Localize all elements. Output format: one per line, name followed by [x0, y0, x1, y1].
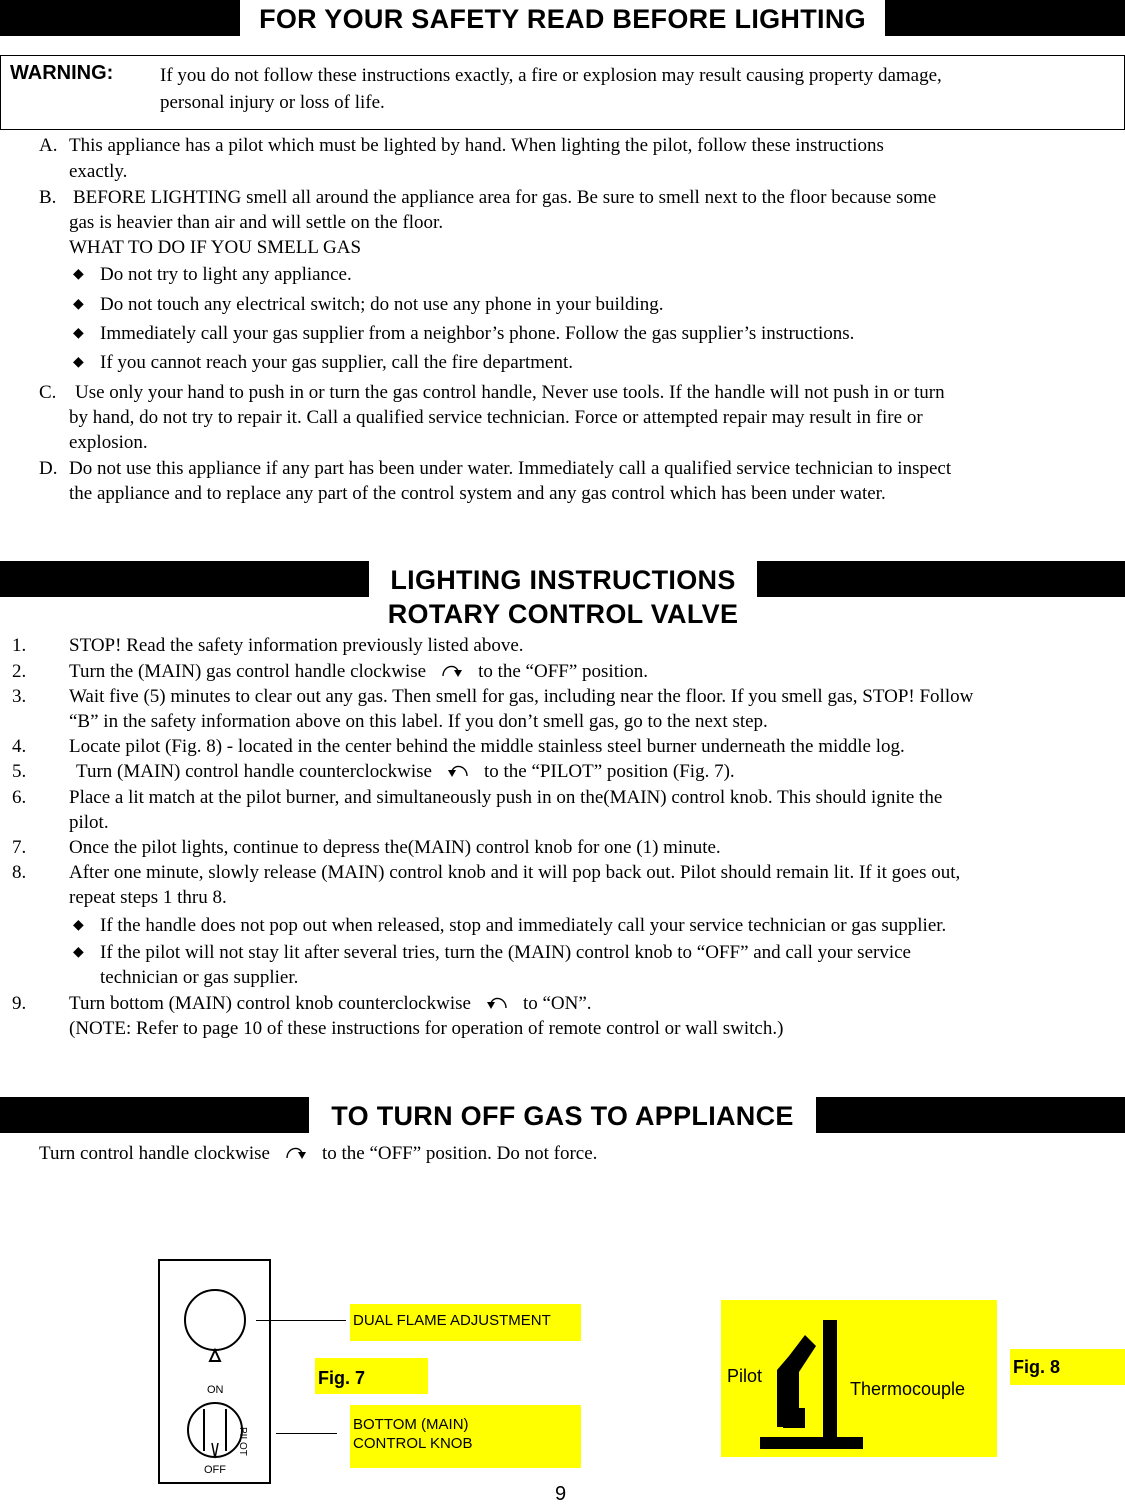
step-9-text-a: Turn bottom (MAIN) control knob counterclockwise [69, 993, 471, 1014]
counterclockwise-arrow-icon [446, 761, 470, 779]
step-number-9: 9. [12, 993, 27, 1014]
diamond-bullet-icon: ◆ [73, 267, 84, 282]
pilot-text: Pilot [727, 1366, 763, 1386]
step-number-4: 4. [12, 736, 27, 757]
smell-gas-bullet-3: Immediately call your gas supplier from a neighbor’s phone. Follow the gas supplier’s instructions. [100, 323, 855, 344]
step-8-bullet-1: If the handle does not pop out when released, stop and immediately call your service technician or gas supplier. [100, 915, 947, 936]
dual-flame-knob [185, 1290, 245, 1350]
on-label: ON [207, 1384, 224, 1396]
item-b-line-3: WHAT TO DO IF YOU SMELL GAS [69, 237, 362, 258]
clockwise-arrow-icon [440, 661, 464, 679]
step-8-line-1: After one minute, slowly release (MAIN) control knob and it will pop back out. Pilot should remain lit. If it goes out, [69, 862, 961, 883]
item-letter-a: A. [39, 135, 58, 156]
main-knob-leader-line [276, 1433, 337, 1434]
step-2-text [69, 659, 648, 685]
item-a-line-2: exactly. [69, 161, 128, 182]
control-valve-diagram [158, 1259, 271, 1484]
off-label: OFF [204, 1464, 226, 1476]
item-b-line-1: BEFORE LIGHTING smell all around the appliance area for gas. Be sure to smell next to the floor because some [73, 187, 937, 208]
main-control-knob [188, 1403, 242, 1457]
assembly-base [760, 1437, 863, 1449]
thermocouple-rod [823, 1320, 837, 1440]
step-5-text [76, 759, 735, 785]
step-number-8: 8. [12, 862, 27, 883]
step-5-text-a: Turn (MAIN) control handle counterclockwise [76, 761, 432, 782]
step-number-7: 7. [12, 837, 27, 858]
step-number-3: 3. [12, 686, 27, 707]
step-1-text: STOP! Read the safety information previously listed above. [69, 635, 524, 656]
item-c-line-2: by hand, do not try to repair it. Call a qualified service technician. Force or attempted repair may result in fire or [69, 407, 923, 428]
step-8-line-2: repeat steps 1 thru 8. [69, 887, 227, 908]
step-number-2: 2. [12, 661, 27, 682]
item-letter-b: B. [39, 187, 57, 208]
fig-8-label: Fig. 8 [1010, 1349, 1125, 1385]
step-3-line-1: Wait five (5) minutes to clear out any gas. Then smell for gas, including near the floor. If you smell gas, STOP! Follow [69, 686, 974, 707]
item-b-line-2: gas is heavier than air and will settle on the floor. [69, 212, 444, 233]
thermocouple-text: Thermocouple [850, 1379, 966, 1399]
step-2-text-b: to the “OFF” position. [478, 661, 649, 682]
bottom-main-control-knob-label [350, 1405, 581, 1468]
diamond-bullet-icon: ◆ [73, 355, 84, 370]
counterclockwise-arrow-icon [485, 993, 509, 1011]
step-6-line-1: Place a lit match at the pilot burner, and simultaneously push in on the(MAIN) control knob. This should ignite the [69, 787, 943, 808]
step-2-text-a: Turn the (MAIN) gas control handle clockwise [69, 661, 427, 682]
item-letter-c: C. [39, 382, 57, 403]
item-d-line-1: Do not use this appliance if any part has been under water. Immediately call a qualified service technician to inspect [69, 458, 952, 479]
dual-flame-adjustment-label: DUAL FLAME ADJUSTMENT [350, 1304, 581, 1341]
item-letter-d: D. [39, 458, 58, 479]
step-3-line-2: “B” in the safety information above on this label. If you don’t smell gas, go to the next step. [69, 711, 768, 732]
safety-heading: FOR YOUR SAFETY READ BEFORE LIGHTING [240, 0, 885, 38]
step-9-text-b: to “ON”. [522, 993, 592, 1014]
item-d-line-2: the appliance and to replace any part of the control system and any gas control which has been under water. [69, 483, 886, 504]
turnoff-text-b: to the “OFF” position. Do not force. [321, 1143, 598, 1164]
knob-label-line-2: CONTROL KNOB [353, 1435, 473, 1452]
diamond-bullet-icon: ◆ [73, 945, 84, 960]
warning-line-2: personal injury or loss of life. [160, 92, 385, 113]
smell-gas-bullet-2: Do not touch any electrical switch; do not use any phone in your building. [100, 294, 664, 315]
step-number-1: 1. [12, 635, 27, 656]
step-4-text: Locate pilot (Fig. 8) - located in the center behind the middle stainless steel burner underneath the middle log. [69, 736, 905, 757]
step-number-6: 6. [12, 787, 27, 808]
knob-pointer-icon [210, 1350, 220, 1361]
clockwise-arrow-icon [284, 1143, 308, 1161]
knob-label-line-1: BOTTOM (MAIN) [353, 1416, 469, 1433]
item-c-line-3: explosion. [69, 432, 148, 453]
page-number: 9 [555, 1483, 567, 1505]
fig-7-label: Fig. 7 [315, 1358, 428, 1394]
diamond-bullet-icon: ◆ [73, 297, 84, 312]
warning-label: WARNING: [10, 62, 114, 84]
smell-gas-bullet-1: Do not try to light any appliance. [100, 264, 352, 285]
diamond-bullet-icon: ◆ [73, 918, 84, 933]
warning-box [0, 55, 1125, 130]
pilot-thermocouple-diagram [721, 1300, 997, 1457]
step-9-text [69, 991, 592, 1017]
lighting-subheading: ROTARY CONTROL VALVE [369, 597, 757, 631]
step-6-line-2: pilot. [69, 812, 109, 833]
item-c-line-1: Use only your hand to push in or turn the gas control handle, Never use tools. If the handle will not push in or turn [75, 382, 945, 403]
smell-gas-bullet-4: If you cannot reach your gas supplier, call the fire department. [100, 352, 573, 373]
step-9-note: (NOTE: Refer to page 10 of these instructions for operation of remote control or wall switch.) [69, 1018, 784, 1039]
turnoff-text-a: Turn control handle clockwise [39, 1143, 270, 1164]
warning-line-1: If you do not follow these instructions exactly, a fire or explosion may result causing property damage, [160, 65, 942, 86]
control-valve-drawing [158, 1259, 271, 1484]
turnoff-text [39, 1141, 597, 1167]
pilot-label: PILOT [237, 1427, 248, 1456]
step-7-text: Once the pilot lights, continue to depress the(MAIN) control knob for one (1) minute. [69, 837, 721, 858]
turnoff-heading: TO TURN OFF GAS TO APPLIANCE [309, 1097, 816, 1135]
step-number-5: 5. [12, 761, 27, 782]
diamond-bullet-icon: ◆ [73, 326, 84, 341]
lighting-heading: LIGHTING INSTRUCTIONS [369, 561, 757, 599]
step-8-bullet-2-line-2: technician or gas supplier. [100, 967, 299, 988]
dual-flame-leader-line [256, 1320, 346, 1321]
item-a-line-1: This appliance has a pilot which must be lighted by hand. When lighting the pilot, follow these instructions [69, 135, 884, 156]
step-8-bullet-2-line-1: If the pilot will not stay lit after several tries, turn the (MAIN) control knob to “OFF” and call your service [100, 942, 911, 963]
step-5-text-b: to the “PILOT” position (Fig. 7). [484, 761, 735, 782]
